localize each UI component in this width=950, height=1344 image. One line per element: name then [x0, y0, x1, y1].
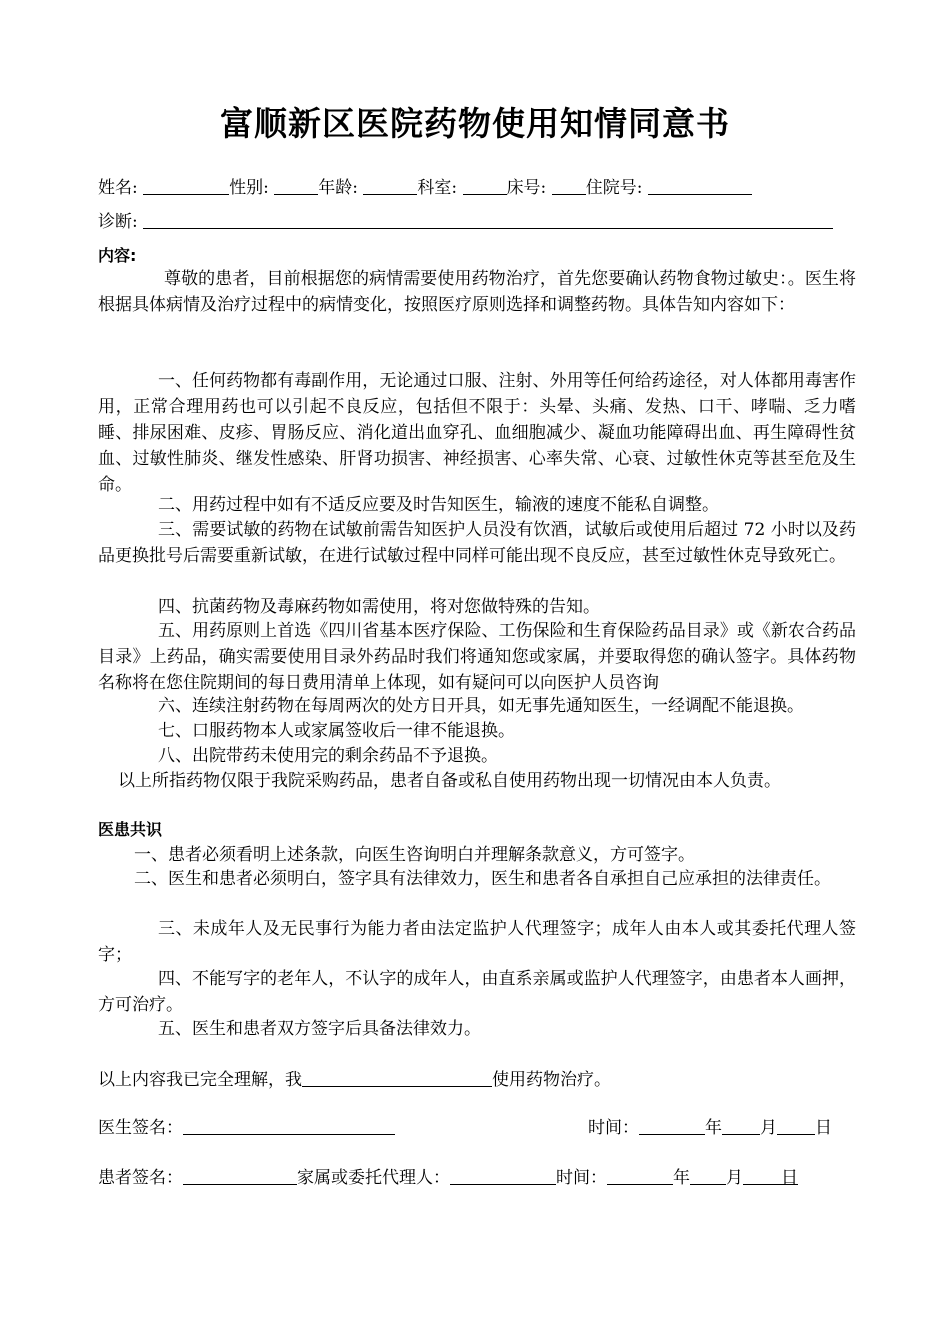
patient-day-label: 日 — [781, 1168, 798, 1188]
doctor-day-field[interactable] — [777, 1116, 815, 1135]
year-label: 年 — [705, 1118, 722, 1138]
doctor-year-field[interactable] — [639, 1116, 705, 1135]
consensus-item-2: 二、医生和患者必须明白，签字具有法律效力，医生和患者各自承担自己应承担的法律责任。 — [134, 869, 831, 889]
gender-label: 性别: — [229, 178, 269, 198]
name-label: 姓名: — [98, 178, 138, 198]
understanding-statement — [98, 1068, 611, 1092]
notice-item-2: 二、用药过程中如有不适反应要及时告知医生，输液的速度不能私自调整。 — [158, 495, 719, 515]
patient-info-row — [98, 176, 752, 200]
family-label: 家属或委托代理人： — [297, 1168, 450, 1188]
name-field[interactable] — [143, 176, 229, 195]
age-field[interactable] — [363, 176, 417, 195]
understand-prefix: 以上内容我已完全理解，我 — [98, 1070, 302, 1090]
page-title: 富顺新区医院药物使用知情同意书 — [220, 104, 730, 143]
notice-item-4: 四、抗菌药物及毒麻药物如需使用，将对您做特殊的告知。 — [158, 597, 600, 617]
doctor-sign-label: 医生签名： — [98, 1118, 183, 1138]
admission-field[interactable] — [648, 176, 752, 195]
day-label: 日 — [815, 1118, 832, 1138]
consent-field[interactable] — [302, 1068, 492, 1087]
doctor-signature-row — [98, 1116, 395, 1140]
department-field[interactable] — [463, 176, 507, 195]
understand-suffix: 使用药物治疗。 — [492, 1070, 611, 1090]
content-heading: 内容: — [98, 246, 137, 265]
notice-item-6: 六、连续注射药物在每周两次的处方日开具，如无事先通知医生，一经调配不能退换。 — [158, 696, 804, 716]
patient-day-field[interactable] — [743, 1166, 781, 1185]
consensus-item-1: 一、患者必须看明上述条款，向医生咨询明白并理解条款意义，方可签字。 — [134, 845, 695, 865]
department-label: 科室: — [417, 178, 458, 198]
consensus-item-3: 三、未成年人及无民事行为能力者由法定监护人代理签字；成年人由本人或其委托代理人签字； — [98, 919, 856, 965]
diagnosis-field[interactable] — [143, 210, 833, 229]
month-label: 月 — [760, 1118, 777, 1138]
intro-paragraph: 尊敬的患者，目前根据您的病情需要使用药物治疗，首先您要确认药物食物过敏史：。医生将根据具体病情及治疗过程中的病情变化，按照医疗原则选择和调整药物。具体告知内容如下： — [98, 269, 856, 315]
notice-item-5: 五、用药原则上首选《四川省基本医疗保险、工伤保险和生育保险药品目录》或《新农合药品目录》上药品，确实需要使用目录外药品时我们将通知您或家属，并要取得您的确认签字。具体药物名称将在您住院期间的每日费用清单上体现，如有疑问可以向医护人员咨询 — [98, 621, 856, 693]
admission-label: 住院号: — [585, 178, 643, 198]
consensus-heading: 医患共识 — [98, 820, 163, 839]
bed-label: 床号: — [506, 178, 547, 198]
bed-field[interactable] — [552, 176, 586, 195]
patient-year-field[interactable] — [607, 1166, 673, 1185]
family-signature-field[interactable] — [450, 1166, 556, 1185]
notice-item-3: 三、需要试敏的药物在试敏前需告知医护人员没有饮酒，试敏后或使用后超过 72 小时以及药品更换批号后需要重新试敏，在进行试敏过程中同样可能出现不良反应，甚至过敏性休克导致死亡。 — [98, 520, 856, 566]
disclaimer: 以上所指药物仅限于我院采购药品，患者自备或私自使用药物出现一切情况由本人负责。 — [118, 771, 781, 791]
notice-item-1: 一、任何药物都有毒副作用，无论通过口服、注射、外用等任何给药途径，对人体都用毒害作用，正常合理用药也可以引起不良反应，包括但不限于：头晕、头痛、发热、口干、哮喘、乏力嗜睡、排尿困难、皮疹、胃肠反应、消化道出血穿孔、血细胞减少、凝血功能障碍出血、再生障碍性贫血、过敏性肺炎、继发性感染、肝肾功损害、神经损害、心率失常、心衰、过敏性休克等甚至危及生命。 — [98, 371, 856, 495]
patient-sign-label: 患者签名： — [98, 1168, 183, 1188]
notice-item-8: 八、出院带药未使用完的剩余药品不予退换。 — [158, 746, 498, 766]
consensus-item-4: 四、不能写字的老年人，不认字的成年人，由直系亲属或监护人代理签字，由患者本人画押，方可治疗。 — [98, 969, 856, 1015]
patient-signature-row — [98, 1166, 798, 1190]
age-label: 年龄: — [318, 178, 359, 198]
time-label: 时间： — [588, 1118, 639, 1138]
patient-signature-field[interactable] — [183, 1166, 297, 1185]
doctor-time-row — [588, 1116, 832, 1140]
patient-time-label: 时间： — [556, 1168, 607, 1188]
consensus-item-5: 五、医生和患者双方签字后具备法律效力。 — [158, 1019, 481, 1039]
doctor-month-field[interactable] — [722, 1116, 760, 1135]
notice-item-7: 七、口服药物本人或家属签收后一律不能退换。 — [158, 721, 515, 741]
patient-year-label: 年 — [673, 1168, 690, 1188]
patient-month-field[interactable] — [690, 1166, 726, 1185]
diagnosis-row — [98, 210, 833, 234]
patient-month-label: 月 — [726, 1168, 743, 1188]
doctor-signature-field[interactable] — [183, 1116, 395, 1135]
gender-field[interactable] — [274, 176, 318, 195]
diagnosis-label: 诊断: — [98, 212, 138, 232]
